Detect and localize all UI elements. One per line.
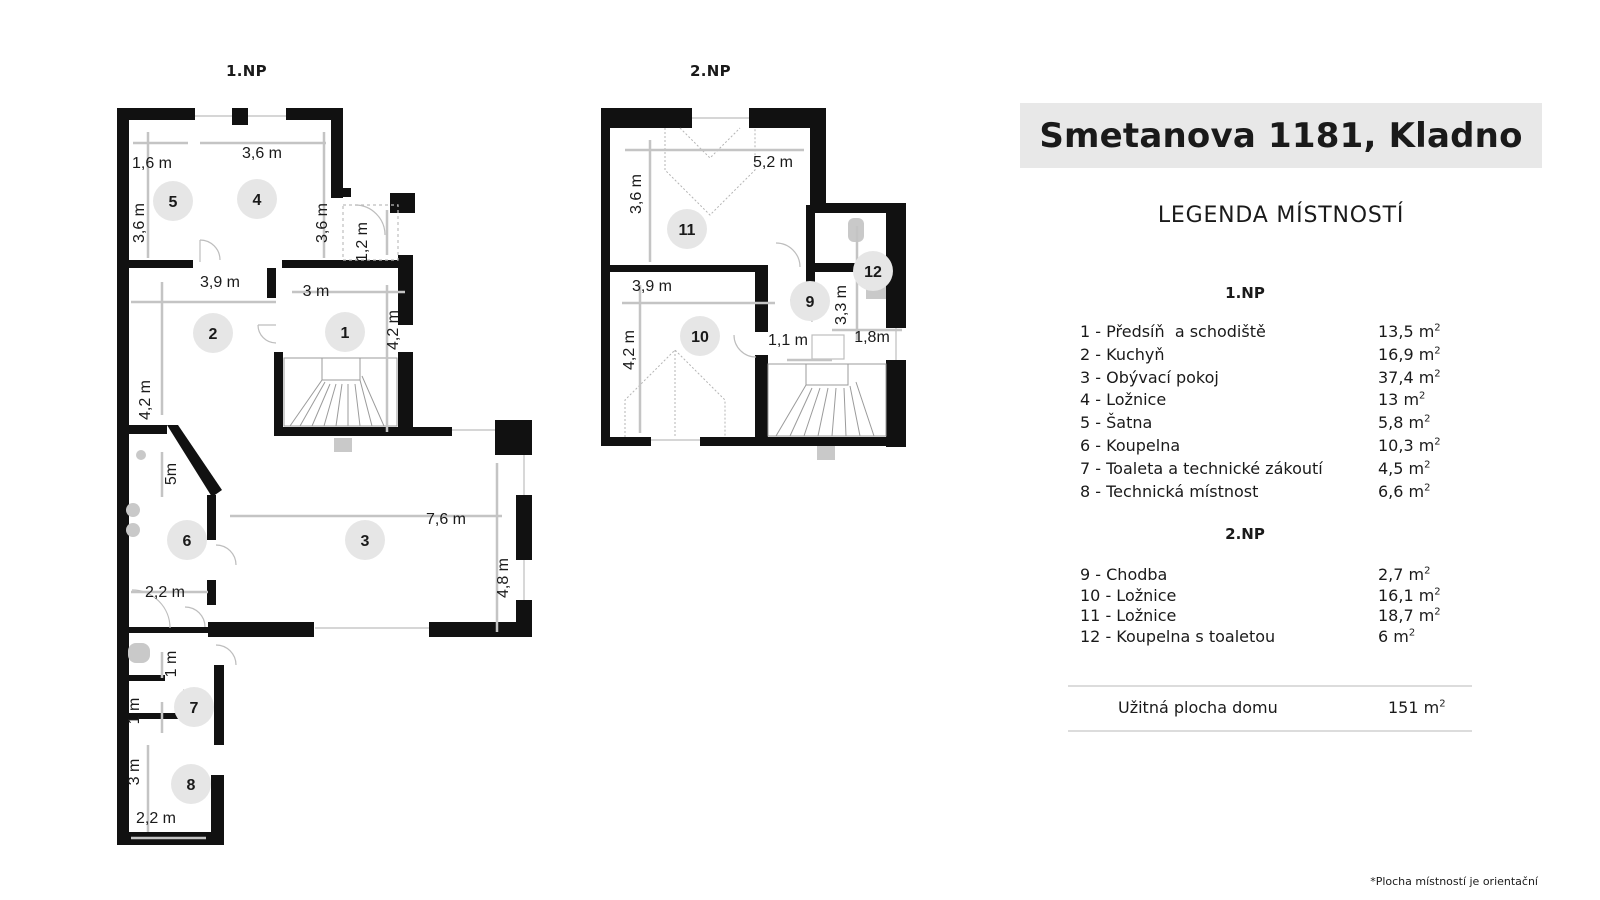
dimension-lines <box>131 132 902 838</box>
room-number-9: 9 <box>805 294 815 311</box>
room-number-4: 4 <box>252 192 262 209</box>
dimension-label: 3,6 m <box>628 173 645 215</box>
total-area-value <box>1388 698 1448 717</box>
dimension-label: 1,6 m <box>131 155 173 172</box>
title-banner <box>1020 103 1542 168</box>
legend-room-area-value: 13 m <box>1378 390 1420 410</box>
divider-bottom <box>1068 730 1472 732</box>
legend-room-name: 2 - Kuchyň <box>1080 344 1165 364</box>
legend-room-area-sup: 2 <box>1434 606 1441 618</box>
dimension-label: 4,2 m <box>621 329 638 371</box>
room-number-6: 6 <box>182 533 192 550</box>
legend-room-area <box>1378 482 1460 501</box>
room-number-10: 10 <box>691 329 709 346</box>
legend-row-room-5 <box>1080 413 1460 435</box>
legend-room-area <box>1378 606 1460 625</box>
legend-room-area <box>1378 565 1460 584</box>
legend-row-room-11 <box>1080 606 1460 628</box>
room-number-2: 2 <box>208 326 218 343</box>
divider-top <box>1068 685 1472 687</box>
legend-room-name: 11 - Ložnice <box>1080 606 1177 625</box>
room-number-8: 8 <box>186 777 196 794</box>
legend-room-area <box>1378 322 1460 341</box>
legend-row-room-1 <box>1080 322 1460 344</box>
room-number-11: 11 <box>678 222 696 239</box>
dimension-label: 4,2 m <box>137 379 154 421</box>
dimension-label: 4,2 m <box>385 309 402 351</box>
legend-room-area <box>1378 627 1460 646</box>
legend-room-area-value: 2,7 m <box>1378 565 1425 584</box>
legend-section-1np: 1.NP <box>1225 284 1265 302</box>
legend-room-area <box>1378 345 1460 364</box>
floor-title-2np: 2.NP <box>690 62 731 80</box>
legend-room-area-value: 16,9 m <box>1378 344 1435 364</box>
legend-room-area-sup: 2 <box>1424 459 1431 471</box>
total-area-number: 151 m <box>1388 698 1440 717</box>
room-number-1: 1 <box>340 325 350 342</box>
legend-room-area <box>1378 368 1460 387</box>
legend-room-area <box>1378 586 1460 605</box>
dimension-label: 3,6 m <box>241 145 283 162</box>
dimension-label: 3,9 m <box>631 278 673 295</box>
legend-row-room-10 <box>1080 586 1460 608</box>
room-number-badges <box>153 179 893 804</box>
dimension-labels <box>126 145 890 827</box>
dimension-label: 3,3 m <box>833 284 850 326</box>
legend-room-area-sup: 2 <box>1434 368 1441 380</box>
legend-row-room-7 <box>1080 459 1460 481</box>
legend-room-area-sup: 2 <box>1434 436 1441 448</box>
legend-room-name: 1 - Předsíň a schodiště <box>1080 322 1266 341</box>
legend-row-room-2 <box>1080 345 1460 367</box>
legend-room-area-sup: 2 <box>1424 482 1431 494</box>
dimension-label: 5m <box>163 462 180 486</box>
legend-row-room-12 <box>1080 627 1460 649</box>
dimension-label: 2,2 m <box>144 584 186 601</box>
room-number-12: 12 <box>864 264 882 281</box>
dimension-label: 3,6 m <box>314 202 331 244</box>
legend-row-room-9 <box>1080 565 1460 587</box>
legend-room-name: 9 - Chodba <box>1080 565 1168 584</box>
legend-room-name: 10 - Ložnice <box>1080 585 1177 605</box>
legend-room-area-value: 10,3 m <box>1378 436 1435 455</box>
dimension-label: 3 m <box>302 283 330 300</box>
legend-room-area <box>1378 390 1460 409</box>
legend-room-area-sup: 2 <box>1424 413 1431 425</box>
room-number-5: 5 <box>168 194 178 211</box>
dimension-label: 3,9 m <box>199 274 241 291</box>
dimension-label: 1,1 m <box>767 332 809 349</box>
legend-row-room-3 <box>1080 368 1460 390</box>
legend-room-name: 3 - Obývací pokoj <box>1080 367 1219 387</box>
legend-heading: LEGENDA MÍSTNOSTÍ <box>1157 203 1405 228</box>
legend-room-area-value: 4,5 m <box>1378 458 1425 478</box>
legend-room-name: 12 - Koupelna s toaletou <box>1080 626 1276 646</box>
legend-room-area-sup: 2 <box>1419 391 1426 403</box>
legend-section-2np: 2.NP <box>1225 525 1265 543</box>
legend-row-room-8 <box>1080 482 1460 504</box>
total-area-unit-sup: 2 <box>1439 698 1446 710</box>
dimension-label: 1 m <box>163 650 180 678</box>
legend-room-area <box>1378 436 1460 455</box>
dimension-label: 1,2 m <box>354 221 371 263</box>
room-number-3: 3 <box>360 533 370 550</box>
legend-room-area-value: 37,4 m <box>1378 367 1435 387</box>
dimension-label: 4,8 m <box>495 557 512 599</box>
legend-room-name: 6 - Koupelna <box>1080 436 1181 455</box>
legend-room-name: 8 - Technická místnost <box>1080 481 1259 501</box>
legend-room-area-value: 5,8 m <box>1378 413 1425 433</box>
legend-room-area-sup: 2 <box>1424 565 1431 577</box>
legend-room-area-value: 18,7 m <box>1378 606 1435 625</box>
legend-row-room-4 <box>1080 390 1460 412</box>
footnote: *Plocha místností je orientační <box>1370 875 1538 888</box>
dimension-label: 1,8m <box>854 329 890 346</box>
legend-room-area-value: 6,6 m <box>1378 481 1425 501</box>
dimension-label: 1 m <box>126 697 143 725</box>
floor-title-1np: 1.NP <box>226 62 267 80</box>
legend-room-area-value: 13,5 m <box>1378 322 1435 341</box>
legend-room-area <box>1378 459 1460 478</box>
legend-room-area-sup: 2 <box>1434 586 1441 598</box>
legend-room-name: 4 - Ložnice <box>1080 390 1167 410</box>
dimension-label: 2,2 m <box>135 810 177 827</box>
dimension-label: 3 m <box>126 758 143 786</box>
legend-row-room-6 <box>1080 436 1460 458</box>
total-area-label: Užitná plocha domu <box>1118 698 1278 717</box>
legend-room-area-sup: 2 <box>1408 627 1416 639</box>
dimension-label: 7,6 m <box>425 511 467 528</box>
legend-room-name: 7 - Toaleta a technické zákoutí <box>1080 458 1323 478</box>
legend-room-area-value: 6 m <box>1378 626 1409 646</box>
legend-room-area-sup: 2 <box>1434 345 1441 357</box>
dimension-label: 5,2 m <box>752 154 794 171</box>
page-title: Smetanova 1181, Kladno <box>1039 115 1523 156</box>
staircase-ground <box>284 358 397 426</box>
legend-room-area <box>1378 413 1460 432</box>
legend-room-area-value: 16,1 m <box>1378 585 1435 605</box>
legend-room-name: 5 - Šatna <box>1080 413 1153 433</box>
legend-room-area-sup: 2 <box>1434 322 1441 334</box>
dimension-label: 3,6 m <box>131 202 148 244</box>
room-number-7: 7 <box>189 700 199 717</box>
staircase-upper <box>768 364 886 436</box>
